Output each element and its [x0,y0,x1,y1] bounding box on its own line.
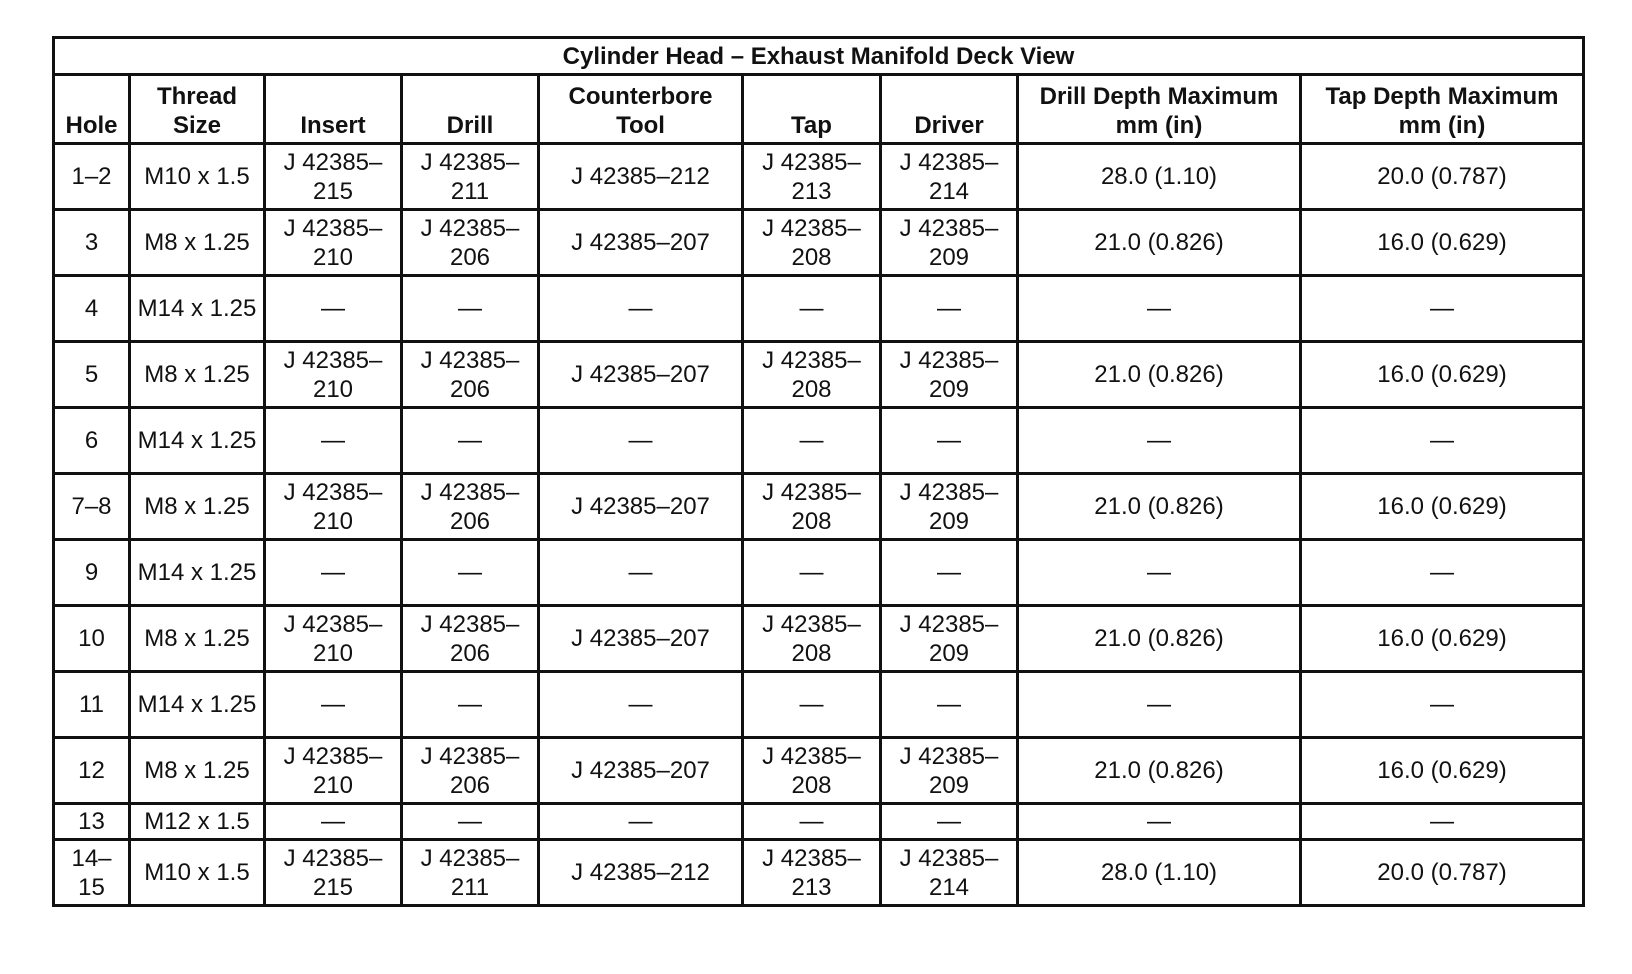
cell-hole: 14–15 [54,840,130,906]
cell-tap-depth: — [1301,540,1584,606]
cell-insert: — [265,540,402,606]
cell-drill: J 42385–206 [402,606,539,672]
cell-counterbore-tool: — [539,804,743,840]
cell-insert: J 42385–210 [265,606,402,672]
cell-hole: 3 [54,210,130,276]
header-thread-size: Thread Size [130,75,265,144]
cell-thread-size: M8 x 1.25 [130,210,265,276]
cell-drill: J 42385–206 [402,210,539,276]
cell-tap: J 42385–208 [743,342,881,408]
cell-hole: 10 [54,606,130,672]
cell-tap-depth: — [1301,672,1584,738]
cell-counterbore-tool: J 42385–207 [539,210,743,276]
cell-tap-depth: 20.0 (0.787) [1301,840,1584,906]
table-row [54,840,1584,906]
cell-thread-size: M8 x 1.25 [130,342,265,408]
cell-drill: J 42385–211 [402,840,539,906]
cell-tap: — [743,540,881,606]
cell-insert: J 42385–210 [265,738,402,804]
cell-insert: J 42385–210 [265,210,402,276]
cell-insert: — [265,804,402,840]
cell-drill: — [402,408,539,474]
cell-drill: J 42385–206 [402,738,539,804]
cell-insert: J 42385–215 [265,144,402,210]
cell-counterbore-tool: J 42385–207 [539,342,743,408]
cell-thread-size: M10 x 1.5 [130,144,265,210]
cell-drill-depth: — [1018,672,1301,738]
cell-drill: — [402,804,539,840]
table-row [54,672,1584,738]
cell-tap: J 42385–213 [743,840,881,906]
cell-hole: 1–2 [54,144,130,210]
table-row [54,144,1584,210]
cell-counterbore-tool: J 42385–207 [539,606,743,672]
cell-hole: 11 [54,672,130,738]
cell-drill-depth: — [1018,276,1301,342]
cell-tap-depth: 16.0 (0.629) [1301,738,1584,804]
cell-tap-depth: — [1301,408,1584,474]
cell-tap: — [743,804,881,840]
cell-thread-size: M8 x 1.25 [130,738,265,804]
cell-thread-size: M12 x 1.5 [130,804,265,840]
cell-drill-depth: 21.0 (0.826) [1018,606,1301,672]
cell-drill-depth: 21.0 (0.826) [1018,210,1301,276]
cell-counterbore-tool: — [539,408,743,474]
cell-thread-size: M14 x 1.25 [130,276,265,342]
cell-tap: J 42385–213 [743,144,881,210]
cell-drill: — [402,672,539,738]
cell-insert: J 42385–215 [265,840,402,906]
cell-driver: J 42385–214 [881,144,1018,210]
cell-tap: J 42385–208 [743,210,881,276]
cell-thread-size: M8 x 1.25 [130,606,265,672]
cell-driver: J 42385–209 [881,474,1018,540]
cell-drill-depth: 28.0 (1.10) [1018,840,1301,906]
cell-tap: J 42385–208 [743,474,881,540]
cell-drill-depth: 21.0 (0.826) [1018,342,1301,408]
cell-hole: 6 [54,408,130,474]
cell-tap: — [743,408,881,474]
cell-thread-size: M14 x 1.25 [130,672,265,738]
cell-counterbore-tool: — [539,540,743,606]
header-tap: Tap [743,75,881,144]
cell-thread-size: M14 x 1.25 [130,540,265,606]
table-row [54,474,1584,540]
cell-drill: J 42385–211 [402,144,539,210]
table-body [54,144,1584,906]
cell-driver: — [881,804,1018,840]
cell-hole: 9 [54,540,130,606]
header-hole: Hole [54,75,130,144]
cell-drill-depth: — [1018,804,1301,840]
cell-tap: — [743,276,881,342]
cell-driver: — [881,408,1018,474]
cell-drill: — [402,276,539,342]
table-row [54,408,1584,474]
table-row [54,606,1584,672]
table-row [54,540,1584,606]
table-row [54,804,1584,840]
cell-drill-depth: — [1018,540,1301,606]
cell-counterbore-tool: J 42385–207 [539,474,743,540]
cell-tap-depth: — [1301,804,1584,840]
cell-tap-depth: 16.0 (0.629) [1301,342,1584,408]
cell-hole: 7–8 [54,474,130,540]
cell-driver: J 42385–214 [881,840,1018,906]
cell-drill: J 42385–206 [402,342,539,408]
cell-tap-depth: 16.0 (0.629) [1301,474,1584,540]
cell-tap-depth: 20.0 (0.787) [1301,144,1584,210]
table-row [54,210,1584,276]
cell-drill-depth: 21.0 (0.826) [1018,738,1301,804]
table-row [54,276,1584,342]
cell-insert: J 42385–210 [265,342,402,408]
cell-thread-size: M8 x 1.25 [130,474,265,540]
cell-counterbore-tool: — [539,672,743,738]
cell-thread-size: M14 x 1.25 [130,408,265,474]
cell-drill-depth: 28.0 (1.10) [1018,144,1301,210]
cell-hole: 12 [54,738,130,804]
cell-insert: — [265,276,402,342]
cell-tap: J 42385–208 [743,738,881,804]
cell-insert: J 42385–210 [265,474,402,540]
cell-hole: 4 [54,276,130,342]
cell-tap-depth: 16.0 (0.629) [1301,210,1584,276]
header-drill-depth: Drill Depth Maximum mm (in) [1018,75,1301,144]
header-counterbore-tool: Counterbore Tool [539,75,743,144]
cell-insert: — [265,672,402,738]
table-row [54,342,1584,408]
tool-table [52,36,1585,907]
header-tap-depth: Tap Depth Maximum mm (in) [1301,75,1584,144]
cell-insert: — [265,408,402,474]
cell-drill-depth: 21.0 (0.826) [1018,474,1301,540]
cell-drill: — [402,540,539,606]
cell-thread-size: M10 x 1.5 [130,840,265,906]
table-title: Cylinder Head – Exhaust Manifold Deck View [54,38,1584,75]
header-insert: Insert [265,75,402,144]
cell-counterbore-tool: J 42385–212 [539,840,743,906]
cell-counterbore-tool: — [539,276,743,342]
cell-driver: J 42385–209 [881,606,1018,672]
cell-hole: 13 [54,804,130,840]
cell-tap-depth: 16.0 (0.629) [1301,606,1584,672]
cell-hole: 5 [54,342,130,408]
cell-driver: — [881,540,1018,606]
cell-counterbore-tool: J 42385–207 [539,738,743,804]
cell-drill: J 42385–206 [402,474,539,540]
header-drill: Drill [402,75,539,144]
cell-tap-depth: — [1301,276,1584,342]
cell-driver: J 42385–209 [881,210,1018,276]
cell-driver: — [881,672,1018,738]
table-row [54,738,1584,804]
cell-driver: — [881,276,1018,342]
cell-counterbore-tool: J 42385–212 [539,144,743,210]
cell-driver: J 42385–209 [881,738,1018,804]
cell-tap: J 42385–208 [743,606,881,672]
header-driver: Driver [881,75,1018,144]
cell-tap: — [743,672,881,738]
cell-driver: J 42385–209 [881,342,1018,408]
cell-drill-depth: — [1018,408,1301,474]
